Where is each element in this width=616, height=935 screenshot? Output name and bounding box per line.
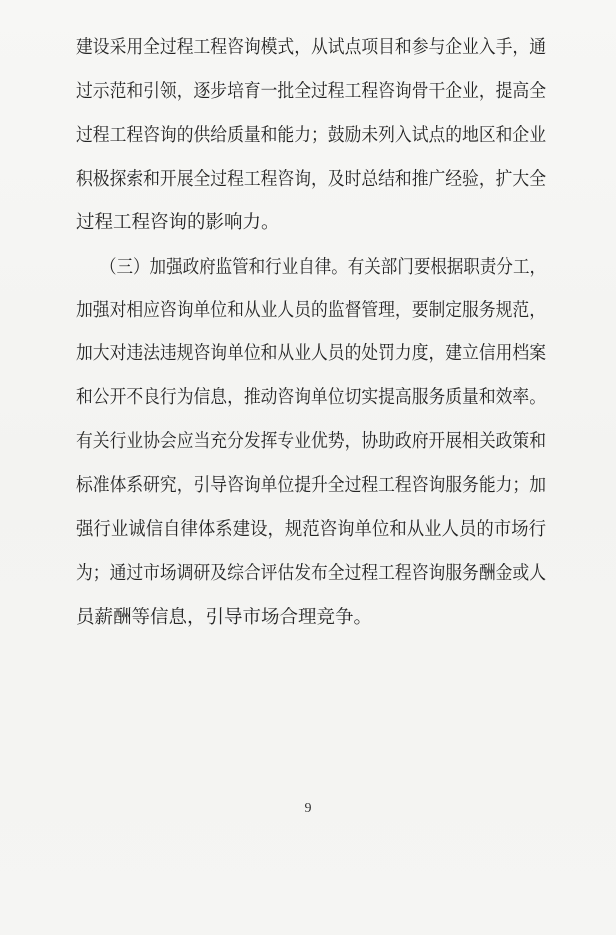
page-number: 9 — [304, 801, 312, 816]
body-text-line: 积极探索和开展全过程工程咨询，及时总结和推广经验，扩大全 — [76, 169, 546, 190]
body-text-line: 有关行业协会应当充分发挥专业优势，协助政府开展相关政策和 — [76, 431, 546, 452]
body-text-line: 员薪酬等信息，引导市场合理竞争。 — [76, 607, 373, 628]
body-text-line: 加大对违法违规咨询单位和从业人员的处罚力度，建立信用档案 — [76, 343, 546, 364]
body-text-line: 和公开不良行为信息，推动咨询单位切实提高服务质量和效率。 — [76, 387, 546, 408]
body-text-line: 建设采用全过程工程咨询模式，从试点项目和参与企业入手，通 — [76, 37, 546, 58]
body-text-line: 过程工程咨询的供给质量和能力；鼓励未列入试点的地区和企业 — [76, 125, 546, 146]
section-heading-line: （三）加强政府监管和行业自律。有关部门要根据职责分工， — [100, 257, 546, 278]
body-text-line: 过示范和引领，逐步培育一批全过程工程咨询骨干企业，提高全 — [76, 81, 546, 102]
body-text-line: 为；通过市场调研及综合评估发布全过程工程咨询服务酬金或人 — [76, 563, 546, 584]
body-text-line: 强行业诚信自律体系建设，规范咨询单位和从业人员的市场行 — [76, 519, 546, 540]
body-text-line: 标准体系研究，引导咨询单位提升全过程工程咨询服务能力；加 — [76, 475, 546, 496]
body-text-line: 过程工程咨询的影响力。 — [76, 212, 280, 233]
body-text-line: 加强对相应咨询单位和从业人员的监督管理，要制定服务规范， — [76, 300, 546, 321]
